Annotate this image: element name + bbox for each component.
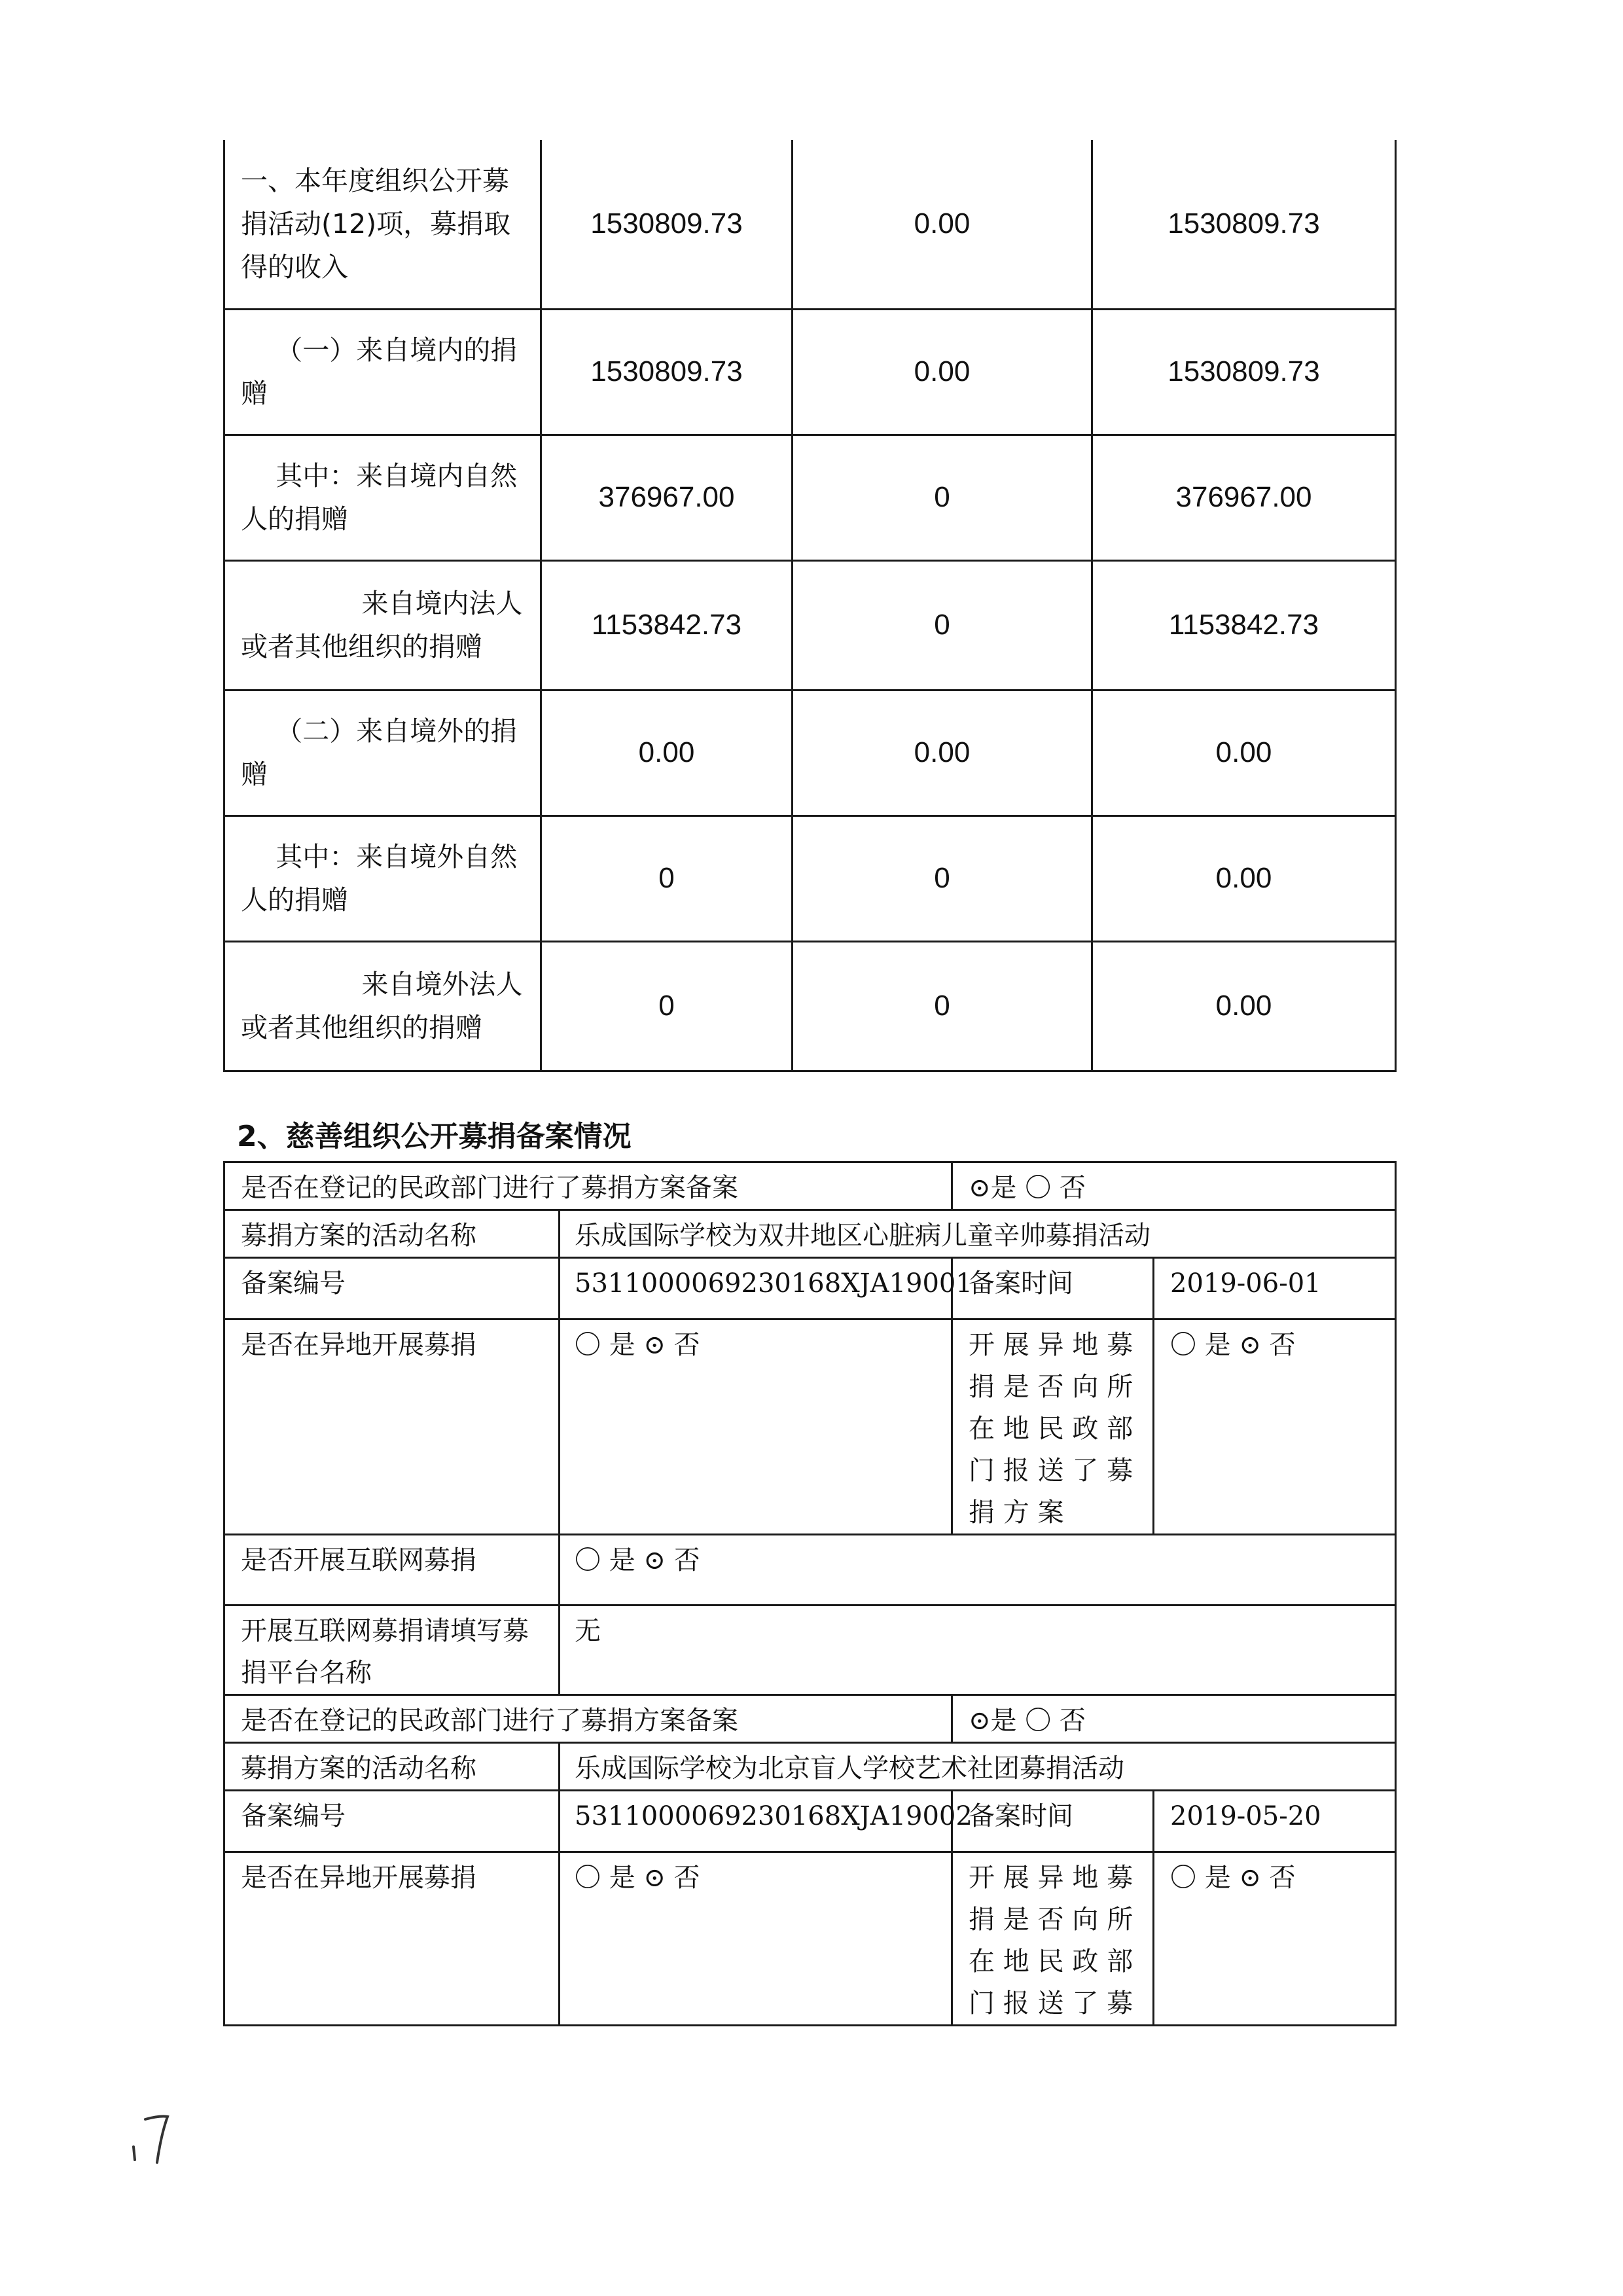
value-cell: 1153842.73: [1092, 560, 1396, 690]
row-label: 来自境内法人或者其他组织的捐赠: [224, 560, 541, 690]
table-row: [224, 1535, 1396, 1605]
filed-question-label: 是否在登记的民政部门进行了募捐方案备案: [224, 1695, 952, 1743]
value-cell: 0: [793, 816, 1092, 941]
table-row: [224, 1743, 1396, 1791]
table-row: [224, 1258, 1396, 1319]
value-cell: 0: [541, 941, 793, 1071]
activity-name-value: 乐成国际学校为双井地区心脏病儿童辛帅募捐活动: [560, 1210, 1396, 1258]
out-of-area-label: 是否在异地开展募捐: [224, 1852, 560, 2026]
reported-question-label: 开展异地募捐是否向所在地民政部门报送了募: [952, 1852, 1154, 2026]
value-cell: 1153842.73: [541, 560, 793, 690]
activity-name-value: 乐成国际学校为北京盲人学校艺术社团募捐活动: [560, 1743, 1396, 1791]
value-cell: 0: [793, 941, 1092, 1071]
filing-number-label: 备案编号: [224, 1258, 560, 1319]
reported-question-label: 开展异地募捐是否向所在地民政部门报送了募捐方案: [952, 1319, 1154, 1535]
row-label: 来自境外法人或者其他组织的捐赠: [224, 941, 541, 1071]
table-row: [224, 560, 1396, 690]
section-heading: 2、慈善组织公开募捐备案情况: [237, 1120, 632, 1153]
table-row: [224, 1852, 1396, 2026]
table-row: [224, 1319, 1396, 1535]
value-cell: 0.00: [1092, 690, 1396, 816]
row-label: 一、本年度组织公开募捐活动(12)项，募捐取得的收入: [224, 140, 541, 309]
filed-question-label: 是否在登记的民政部门进行了募捐方案备案: [224, 1162, 952, 1210]
table-row: [224, 1695, 1396, 1743]
value-cell: 1530809.73: [541, 140, 793, 309]
row-label: 其中：来自境内自然人的捐赠: [224, 435, 541, 560]
filing-number-value: 5311000069230168XJA19002: [560, 1791, 952, 1852]
value-cell: 1530809.73: [541, 309, 793, 435]
table-row: [224, 1791, 1396, 1852]
out-of-area-radio-group[interactable]: 〇 是 ⊙ 否: [560, 1852, 952, 2026]
filed-radio-group[interactable]: ⊙是 〇 否: [952, 1695, 1396, 1743]
table-row: [224, 309, 1396, 435]
out-of-area-radio-group[interactable]: 〇 是 ⊙ 否: [560, 1319, 952, 1535]
filing-number-value: 5311000069230168XJA19001: [560, 1258, 952, 1319]
table-row: [224, 1605, 1396, 1695]
table-row: [224, 816, 1396, 941]
out-of-area-label: 是否在异地开展募捐: [224, 1319, 560, 1535]
row-label: （二）来自境外的捐赠: [224, 690, 541, 816]
value-cell: 0: [793, 560, 1092, 690]
value-cell: 376967.00: [1092, 435, 1396, 560]
handwritten-page-number: [128, 2106, 181, 2165]
filing-time-value: 2019-06-01: [1154, 1258, 1396, 1319]
table-row: [224, 941, 1396, 1071]
filing-time-label: 备案时间: [952, 1258, 1154, 1319]
filing-time-value: 2019-05-20: [1154, 1791, 1396, 1852]
value-cell: 1530809.73: [1092, 309, 1396, 435]
table-row: [224, 1210, 1396, 1258]
activity-name-label: 募捐方案的活动名称: [224, 1743, 560, 1791]
value-cell: 0.00: [1092, 941, 1396, 1071]
value-cell: 1530809.73: [1092, 140, 1396, 309]
internet-radio-group[interactable]: 〇 是 ⊙ 否: [560, 1535, 1396, 1605]
value-cell: 0: [793, 435, 1092, 560]
row-label: （一）来自境内的捐赠: [224, 309, 541, 435]
platform-value: 无: [560, 1605, 1396, 1695]
income-table: [223, 140, 1397, 1072]
activity-name-label: 募捐方案的活动名称: [224, 1210, 560, 1258]
filing-table: [223, 1161, 1397, 2026]
reported-radio-group[interactable]: 〇 是 ⊙ 否: [1154, 1852, 1396, 2026]
value-cell: 0.00: [793, 140, 1092, 309]
value-cell: 376967.00: [541, 435, 793, 560]
value-cell: 0.00: [1092, 816, 1396, 941]
table-row: [224, 435, 1396, 560]
table-row: [224, 140, 1396, 309]
reported-radio-group[interactable]: 〇 是 ⊙ 否: [1154, 1319, 1396, 1535]
value-cell: 0.00: [793, 690, 1092, 816]
filing-number-label: 备案编号: [224, 1791, 560, 1852]
row-label: 其中：来自境外自然人的捐赠: [224, 816, 541, 941]
filed-radio-group[interactable]: ⊙是 〇 否: [952, 1162, 1396, 1210]
platform-label: 开展互联网募捐请填写募捐平台名称: [224, 1605, 560, 1695]
value-cell: 0.00: [541, 690, 793, 816]
filing-time-label: 备案时间: [952, 1791, 1154, 1852]
table-row: [224, 1162, 1396, 1210]
table-row: [224, 690, 1396, 816]
internet-label: 是否开展互联网募捐: [224, 1535, 560, 1605]
value-cell: 0: [541, 816, 793, 941]
value-cell: 0.00: [793, 309, 1092, 435]
